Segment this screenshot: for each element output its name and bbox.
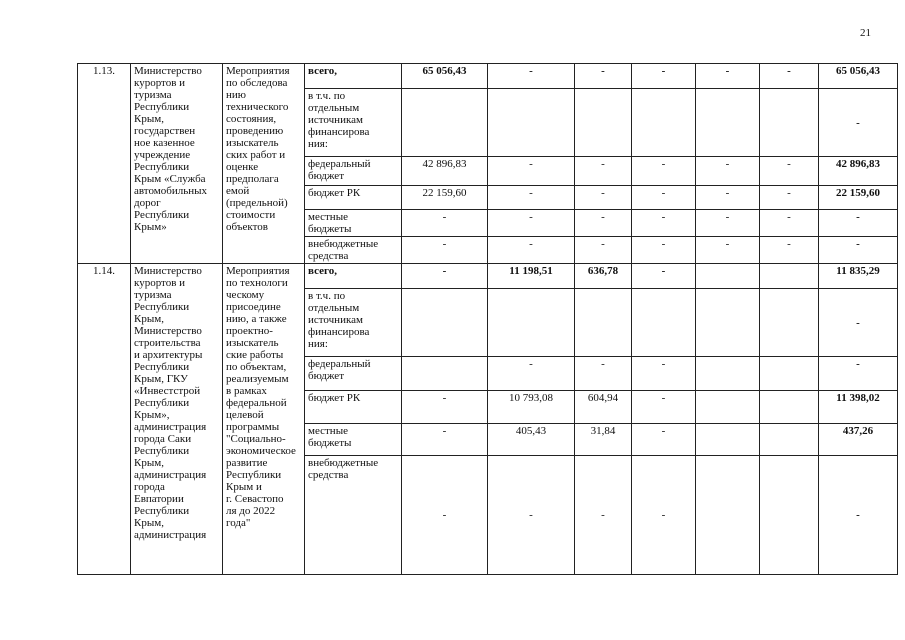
year-value-cell: -	[488, 357, 575, 391]
funding-source-cell: всего,	[305, 64, 402, 89]
year-value-cell: 31,84	[575, 424, 632, 456]
year-value-cell: 65 056,43	[402, 64, 488, 89]
total-cell: 22 159,60	[819, 186, 898, 210]
year-value-cell: -	[760, 186, 819, 210]
year-value-cell	[632, 289, 696, 357]
year-value-cell: -	[632, 357, 696, 391]
year-value-cell	[696, 357, 760, 391]
year-value-cell: -	[575, 186, 632, 210]
year-value-cell	[760, 89, 819, 157]
year-value-cell: -	[696, 210, 760, 237]
year-value-cell	[696, 289, 760, 357]
year-value-cell	[575, 89, 632, 157]
year-value-cell: -	[488, 210, 575, 237]
year-value-cell	[760, 424, 819, 456]
year-value-cell	[760, 289, 819, 357]
year-value-cell: -	[760, 157, 819, 186]
year-value-cell	[575, 289, 632, 357]
event-cell: Мероприятия по технологи ческому присоедине нию, а также проектно- изыскатель ские работы по объектам, реализуемым в рамках федеральной целевой программы "Социально- экономическое развитие Республики Крым и г. Севастопо ля до 2022 года"	[223, 264, 305, 575]
funding-source-cell: в т.ч. по отдельным источникам финансирова ния:	[305, 289, 402, 357]
year-value-cell: -	[632, 237, 696, 264]
total-cell: -	[819, 289, 898, 357]
year-value-cell: -	[402, 210, 488, 237]
year-value-cell	[402, 289, 488, 357]
year-value-cell: -	[488, 64, 575, 89]
year-value-cell	[696, 424, 760, 456]
row-number: 1.14.	[78, 264, 131, 575]
year-value-cell: -	[575, 210, 632, 237]
funding-source-cell: федеральный бюджет	[305, 357, 402, 391]
year-value-cell	[402, 357, 488, 391]
table-row	[78, 64, 898, 89]
total-cell: -	[819, 237, 898, 264]
financing-table	[77, 63, 898, 575]
year-value-cell: -	[488, 456, 575, 575]
year-value-cell: -	[575, 157, 632, 186]
total-cell: 437,26	[819, 424, 898, 456]
year-value-cell: -	[696, 157, 760, 186]
year-value-cell	[402, 89, 488, 157]
year-value-cell: -	[760, 64, 819, 89]
funding-source-cell: бюджет РК	[305, 391, 402, 424]
year-value-cell	[760, 264, 819, 289]
year-value-cell: 22 159,60	[402, 186, 488, 210]
year-value-cell: -	[760, 237, 819, 264]
page-number: 21	[860, 27, 871, 39]
year-value-cell: -	[632, 157, 696, 186]
total-cell: -	[819, 89, 898, 157]
year-value-cell: -	[632, 391, 696, 424]
year-value-cell: 636,78	[575, 264, 632, 289]
year-value-cell	[696, 89, 760, 157]
year-value-cell	[488, 89, 575, 157]
total-cell: 42 896,83	[819, 157, 898, 186]
funding-source-cell: бюджет РК	[305, 186, 402, 210]
year-value-cell	[696, 391, 760, 424]
funding-source-cell: федеральный бюджет	[305, 157, 402, 186]
funding-source-cell: всего,	[305, 264, 402, 289]
year-value-cell: -	[402, 237, 488, 264]
year-value-cell: -	[488, 157, 575, 186]
year-value-cell: -	[488, 237, 575, 264]
year-value-cell: -	[696, 186, 760, 210]
year-value-cell: -	[488, 186, 575, 210]
year-value-cell	[696, 456, 760, 575]
executor-cell: Министерство курортов и туризма Республики Крым, Министерство строительства и архитектуры Республики Крым, ГКУ «Инвестстрой Республики Крым», администрация города Саки Республики Крым, администрация города Евпатории Республики Крым, администрация	[131, 264, 223, 575]
total-cell: -	[819, 357, 898, 391]
year-value-cell: -	[632, 456, 696, 575]
year-value-cell: -	[575, 64, 632, 89]
year-value-cell	[488, 289, 575, 357]
year-value-cell: -	[696, 64, 760, 89]
year-value-cell: -	[575, 237, 632, 264]
year-value-cell: -	[575, 456, 632, 575]
funding-source-cell: местные бюджеты	[305, 424, 402, 456]
table-row	[78, 264, 898, 289]
year-value-cell: -	[402, 456, 488, 575]
year-value-cell: -	[575, 357, 632, 391]
table-body	[78, 64, 898, 575]
year-value-cell: -	[760, 210, 819, 237]
year-value-cell: 405,43	[488, 424, 575, 456]
year-value-cell: -	[632, 186, 696, 210]
total-cell: 65 056,43	[819, 64, 898, 89]
executor-cell: Министерство курортов и туризма Республики Крым, государствен ное казенное учреждение Республики Крым «Служба автомобильных дорог Республики Крым»	[131, 64, 223, 264]
year-value-cell: -	[632, 64, 696, 89]
total-cell: 11 398,02	[819, 391, 898, 424]
year-value-cell: 10 793,08	[488, 391, 575, 424]
funding-source-cell: внебюджетные средства	[305, 456, 402, 575]
year-value-cell: 604,94	[575, 391, 632, 424]
year-value-cell: -	[632, 424, 696, 456]
year-value-cell: -	[632, 210, 696, 237]
year-value-cell: -	[402, 424, 488, 456]
year-value-cell: 42 896,83	[402, 157, 488, 186]
year-value-cell: -	[402, 264, 488, 289]
year-value-cell	[696, 264, 760, 289]
row-number: 1.13.	[78, 64, 131, 264]
funding-source-cell: в т.ч. по отдельным источникам финансирова ния:	[305, 89, 402, 157]
year-value-cell	[760, 391, 819, 424]
total-cell: -	[819, 210, 898, 237]
funding-source-cell: внебюджетные средства	[305, 237, 402, 264]
year-value-cell: -	[632, 264, 696, 289]
total-cell: 11 835,29	[819, 264, 898, 289]
funding-source-cell: местные бюджеты	[305, 210, 402, 237]
year-value-cell	[760, 456, 819, 575]
total-cell: -	[819, 456, 898, 575]
year-value-cell: -	[696, 237, 760, 264]
year-value-cell: -	[402, 391, 488, 424]
year-value-cell	[760, 357, 819, 391]
year-value-cell: 11 198,51	[488, 264, 575, 289]
event-cell: Мероприятия по обследова нию технического состояния, проведению изыскатель ских работ и оценке предполага емой (предельной) стоимости объектов	[223, 64, 305, 264]
year-value-cell	[632, 89, 696, 157]
